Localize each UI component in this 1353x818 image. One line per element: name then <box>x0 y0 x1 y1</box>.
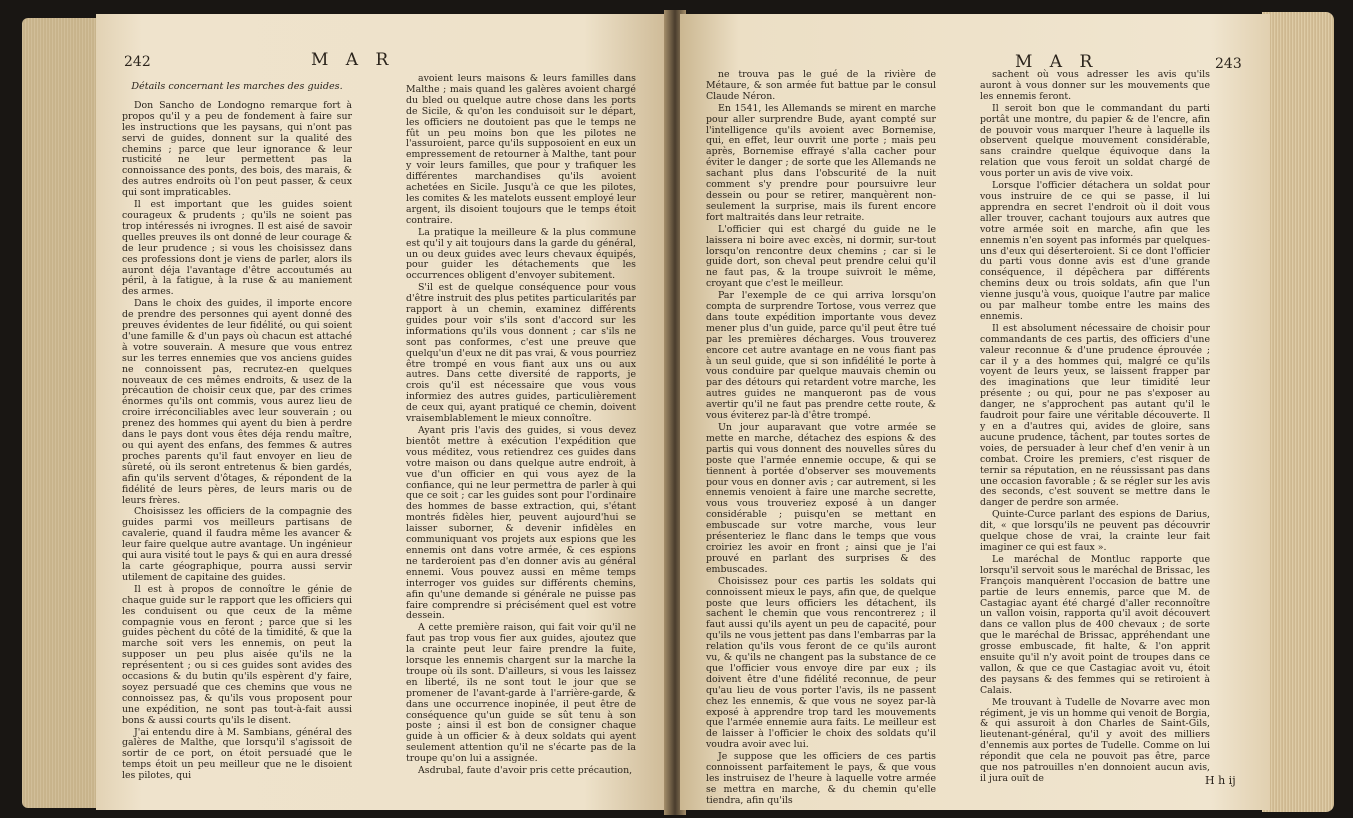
right-col1-paragraph: L'officier qui est chargé du guide ne le laissera ni boire avec excès, ni dormir, sur-tout lorsqu'on rencontre deux chemins ; car si le guide dort, son cheval peut prendre celui qu'il ne faut pas, & la troupe suivroit le même, croyant que c'est le meilleur. <box>706 223 936 290</box>
left-col1-paragraph: J'ai entendu dire à M. Sambians, général des galères de Malthe, que lorsqu'il s'agissoit de sortir de ce port, on étoit persuadé que le temps étoit un peu meilleur que ne le disoient les pilotes, qui <box>122 726 352 782</box>
left-col1-paragraph: Il est à propos de connoître le génie de chaque guide sur le rapport que les officiers qui les conduisent ou que ceux de la même compagnie vous en feront ; parce que si les guides pèchent du côté de la timidité, & que la marche soit vers les ennemis, on peut la supposer un peu plus aisée qu'ils ne la représentent ; ou si ces guides sont avides des occasions & du butin qu'ils espèrent d'y faire, soyez persuadé que ces chemins que vous ne connoissez pas, & qu'ils vous proposent pour une expédition, ne sont pas tout-à-fait aussi bons & aussi courts qu'ils le disent. <box>122 583 352 726</box>
running-head-right: M A R <box>1015 52 1099 72</box>
right-col1-paragraph: ne trouva pas le gué de la rivière de Métaure, & son armée fut battue par le consul Claude Néron. <box>706 69 936 102</box>
right-page <box>680 14 1270 810</box>
left-col2-paragraph: S'il est de quelque conséquence pour vous d'être instruit des plus petites particularités par rapport à un chemin, examinez différents guides pour voir s'ils sont d'accord sur les informations qu'ils vous donnent ; car s'ils ne sont pas conformes, c'est une preuve que quelqu'un d'eux ne dit pas vrai, & vous pourriez être trompé en vous fiant aux uns ou aux autres. Dans cette diversité de rapports, je crois qu'il est nécessaire que vous vous informiez des autres guides, particulièrement de ceux qui, ayant pratiqué ce chemin, doivent vraisemblablement le mieux connoître. <box>406 282 636 425</box>
section-title: Détails concernant les marches des guides. <box>131 81 343 92</box>
right-col2-paragraph: Quinte-Curce parlant des espions de Darius, dit, « que lorsqu'ils ne peuvent pas découvrir quelque chose de vrai, la crainte leur fait imaginer ce qui est faux ». <box>980 509 1210 553</box>
right-col2-paragraph: sachent où vous adresser les avis qu'ils auront à vous donner sur les mouvements que les ennemis feront. <box>980 69 1210 102</box>
page-number-right: 243 <box>1215 56 1242 72</box>
right-col1-paragraph: Je suppose que les officiers de ces partis connoissent parfaitement le pays, & que vous les instruisez de l'heure à laquelle votre armée se mettra en marche, & du chemin qu'elle tiendra, afin qu'ils <box>706 751 936 806</box>
left-col1-paragraph: Don Sancho de Londogno remarque fort à propos qu'il y a peu de fondement à faire sur les instructions que les paysans, qui n'ont pas servi de guides, donnent sur la qualité des chemins ; parce que leur ignorance & leur rusticité ne leur permettent pas la connoissance des ponts, des bois, des marais, & des autres endroits où l'on peut passer, & ceux qui sont impraticables. <box>122 99 352 199</box>
right-page-edges <box>1262 12 1334 812</box>
right-col1-paragraph: Par l'exemple de ce qui arriva lorsqu'on compta de surprendre Tortose, vous verrez que dans toute expédition importante vous devez mener plus d'un guide, parce qu'il peut être tué par les premières décharges. Vous trouverez encore cet autre avantage en ne vous fiant pas à un seul guide, que si son infidélité le porte à vous conduire par quelque mauvais chemin ou par des détours qui retardent votre marche, les autres guides ne manqueront pas de vous avertir qu'il ne faut pas prendre cette route, & vous éviterez par-là d'être trompé. <box>706 290 936 422</box>
right-col1-paragraph: En 1541, les Allemands se mirent en marche pour aller surprendre Bude, ayant compté sur l'intelligence qu'ils avoient avec Bornemise, qui, en effet, leur ouvrit une porte ; mais peu après, Bornemise effrayé s'alla cacher pour éviter le danger ; de sorte que les Allemands ne sachant plus dans l'obscurité de la nuit comment s'y prendre pour poursuivre leur dessein ou pour se retirer, manquèrent non-seulement la surprise, mais ils furent encore fort maltraités dans leur retraite. <box>706 102 936 223</box>
left-column-1 <box>122 82 352 783</box>
right-col2-paragraph: Il est absolument nécessaire de choisir pour commandants de ces partis, des officiers d'une valeur reconnue & d'une prudence éprouvée ; car il y a des hommes qui, malgré ce qu'ils voyent de leurs yeux, se laissent frapper par des imaginations que leur timidité leur présente ; ou qui, pour ne pas s'exposer au danger, ne s'approchent pas autant qu'il le faudroit pour faire une véritable découverte. Il y en a d'autres qui, avides de gloire, sans aucune prudence, tâchent, par toutes sortes de voies, de persuader à leur chef d'en venir à un combat. Croire les premiers, c'est risquer de ternir sa réputation, en ne réussissant pas dans une occasion favorable ; & se régler sur les avis des seconds, c'est souvent se mettre dans le danger de perdre son armée. <box>980 322 1210 509</box>
right-col2-paragraph: Il seroit bon que le commandant du parti portât une montre, du papier & de l'encre, afin de pouvoir vous marquer l'heure à laquelle ils observent quelque mouvement considérable, sans craindre quelque équivoque dans la relation que vous feroit un soldat chargé de vous porter un avis de vive voix. <box>980 102 1210 180</box>
right-col2-paragraph: Le maréchal de Montluc rapporte que lorsqu'il servoit sous le maréchal de Brissac, les François manquèrent l'occasion de battre une partie de leurs ennemis, parce que M. de Castagiac ayant été chargé d'aller reconnoître un vallon voisin, rapporta qu'il avoit découvert dans ce vallon plus de 400 chevaux ; de sorte que le maréchal de Brissac, appréhendant une grosse embuscade, fit halte, & l'on apprit ensuite qu'il n'y avoit point de troupes dans ce vallon, & que ce que Castagiac avoit vu, étoit des paysans & des femmes qui se retiroient à Calais. <box>980 553 1210 696</box>
left-col1-paragraph: Choisissez les officiers de la compagnie des guides parmi vos meilleurs partisans de cavalerie, quand il faudra même les avancer & leur faire quelque autre avantage. Un ingénieur qui aura visité tout le pays & qui en aura dressé la carte géographique, pourra aussi servir utilement de capitaine des guides. <box>122 506 352 583</box>
right-column-1 <box>706 70 936 808</box>
left-col2-paragraph: Asdrubal, faute d'avoir pris cette précaution, <box>418 765 633 777</box>
right-col2-paragraph: Me trouvant à Tudelle de Novarre avec mon régiment, je vis un homme qui venoit de Borgia, & qui assuroit à don Charles de Saint-Gils, lieutenant-général, qu'il y avoit des milliers d'ennemis aux portes de Tudelle. Comme on lui répondit que cela ne pouvoit pas être, parce que nos patrouilles n'en donnoient aucun avis, il jura ouït de <box>980 696 1210 784</box>
left-col1-paragraph: Il est important que les guides soient courageux & prudents ; qu'ils ne soient pas trop intéressés ni ivrognes. Il est aisé de savoir quelles preuves ils ont donné de leur courage & de leur prudence ; si vous les choisissez dans ces professions dont je viens de parler, alors ils auront déja l'avantage d'être accoutumés au péril, à la fatigue, à la ruse & au maniement des armes. <box>122 199 352 298</box>
left-col2-paragraph: A cette première raison, qui fait voir qu'il ne faut pas trop vous fier aux guides, ajoutez que la crainte peut leur faire prendre la fuite, lorsque les ennemis chargent sur la marche la troupe où ils sont. D'ailleurs, si vous les laissez en liberté, ils ne sont tout le jour que se promener de l'avant-garde à l'arrière-garde, & dans une occurrence inopinée, il peut être de conséquence qu'un guide se sût tenu à son poste ; ainsi il est bon de consigner chaque guide à un officier & à deux soldats qui ayent seulement attention qu'il ne s'écarte pas de la troupe qu'on lui a assignée. <box>406 622 636 765</box>
left-col2-paragraph: avoient leurs maisons & leurs familles dans Malthe ; mais quand les galères avoient chargé du bled ou quelque autre chose dans les ports de Sicile, & qu'on les conduisoit sur le départ, les officiers ne doutoient pas que le temps ne fût un peu moins bon que les pilotes ne l'assuroient, parce qu'ils supposoient en eux un empressement de retourner à Malthe, tant pour y voir leurs familles, que pour y trafiquer les différentes marchandises qu'ils avoient achetées en Sicile. Jusqu'à ce que les pilotes, les comites & les matelots eussent employé leur argent, ils disoient toujours que le temps étoit contraire. <box>406 73 636 226</box>
right-col1-paragraph: Choisissez pour ces partis les soldats qui connoissent mieux le pays, afin que, de quelque poste que leurs officiers les détachent, ils sachent le chemin que vous rencontrerez ; il faut aussi qu'ils ayent un peu de capacité, pour qu'ils ne vous jettent pas dans l'embarras par la relation qu'ils vous feront de ce qu'ils auront vu, & qu'ils ne changent pas la substance de ce que l'officier vous envoye dire par eux ; ils doivent être d'une fidélité reconnue, de peur qu'au lieu de vous porter l'avis, ils ne passent chez les ennemis, & que vous ne soyez par-là exposé à apprendre trop tard les mouvements que l'armée ennemie aura faits. Le meilleur est de laisser à l'officier le choix des soldats qu'il voudra avoir avec lui. <box>706 575 936 751</box>
left-col2-paragraph: Ayant pris l'avis des guides, si vous devez bientôt mettre à exécution l'expédition que vous méditez, vous retiendrez ces guides dans votre maison ou dans quelque autre endroit, à vue d'un officier en qui vous ayez de la confiance, qui ne leur permettra de parler à qui que ce soit ; car les guides sont pour l'ordinaire des hommes de basse extraction, qui, s'étant montrés fidèles hier, peuvent aujourd'hui se laisser suborner, & devenir infidèles en communiquant vos projets aux espions que les ennemis ont dans votre armée, & ces espions ne tarderoient pas d'en donner avis au général ennemi. Vous pouvez aussi en même temps interroger vos guides sur différents chemins, afin qu'une demande si générale ne puisse pas faire comprendre si précisément quel est votre dessein. <box>406 425 636 622</box>
right-col1-paragraph: Un jour auparavant que votre armée se mette en marche, détachez des espions & des partis qui vous donnent des nouvelles sûres du poste que l'armée ennemie occupe, & qui se tiennent à portée d'observer ses mouvements pour vous en donner avis ; car autrement, si les ennemis venoient à faire une marche secrette, vous vous trouveriez exposé à un danger considérable ; puisqu'en se mettant en embuscade sur votre marche, vous leur présenteriez le flanc dans le temps que vous croiriez les avoir en front ; ainsi que je l'ai prouvé en parlant des surprises & des embuscades. <box>706 422 936 575</box>
left-col1-paragraph: Dans le choix des guides, il importe encore de prendre des personnes qui ayent donné des preuves évidentes de leur fidélité, ou qui soient d'une famille & d'un pays où chacun est attaché à votre souverain. A mesure que vous entrez sur les terres ennemies que vos anciens guides ne connoissent pas, recrutez-en quelques nouveaux de ces mêmes endroits, & usez de la précaution de choisir ceux que, par des crimes énormes qu'ils ont commis, vous aurez lieu de croire irréconciliables avec leur souverain ; ou prenez des hommes qui ayent du bien à perdre dans le pays dont vous êtes déja rendu maître, ou qui ayent des enfans, des femmes & autres proches parents qu'il faut envoyer en lieu de sûreté, où ils seront entretenus & bien gardés, afin qu'ils servent d'ôtages, & répondent de la fidélité de leurs pères, de leurs maris ou de leurs frères. <box>122 298 352 506</box>
page-number-left: 242 <box>124 54 151 70</box>
right-col2-paragraph: Lorsque l'officier détachera un soldat pour vous instruire de ce qui se passe, il lui apprendra en secret l'endroit où il doit vous aller trouver, cachant toujours aux autres que votre armée soit en marche, afin que les ennemis n'en soyent pas informés par quelques-uns d'eux qui déserteroient. Si ce dont l'officier du parti vous donne avis est d'une grande conséquence, il dépêchera par différents chemins deux ou trois soldats, afin que l'un vienne jusqu'à vous, quoique l'autre par malice ou par malheur tombe entre les mains des ennemis. <box>980 180 1210 322</box>
running-head-left: M A R <box>311 50 395 70</box>
right-column-2 <box>980 70 1210 786</box>
left-col2-paragraph: La pratique la meilleure & la plus commune est qu'il y ait toujours dans la garde du général, un ou deux guides avec leurs chevaux équipés, pour guider les détachements que les occurrences obligent d'envoyer subitement. <box>406 226 636 282</box>
left-page-edges <box>22 18 102 808</box>
signature-mark: H h ij <box>1205 774 1236 787</box>
left-column-2 <box>406 74 636 778</box>
left-page <box>96 14 670 810</box>
